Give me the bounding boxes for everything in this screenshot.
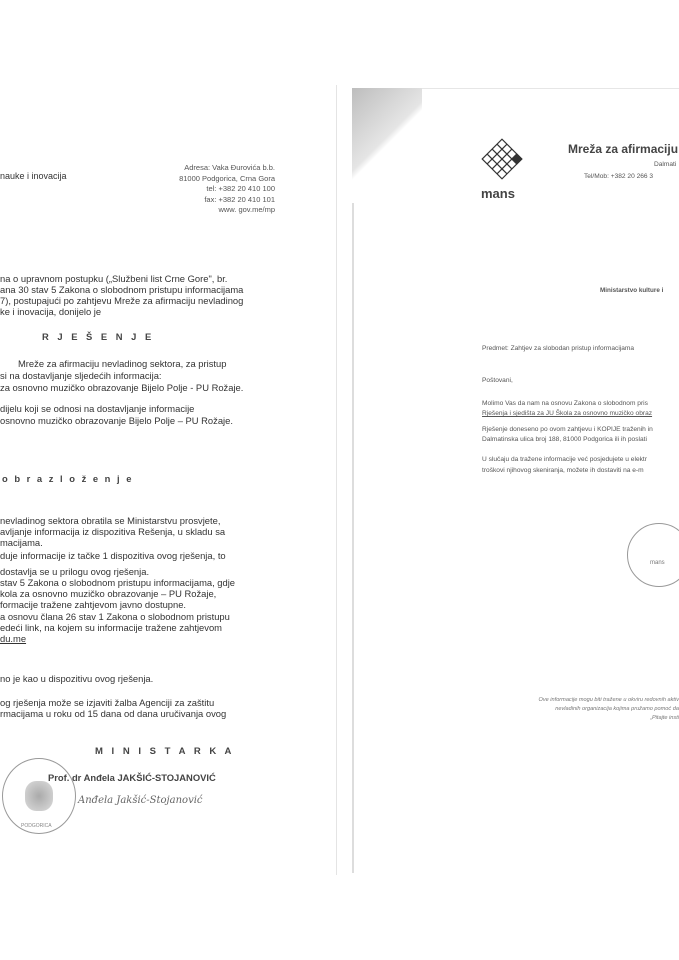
reasoning-line: formacije tražene zahtjevom javno dostupne. (0, 599, 187, 610)
body-line: U slučaju da tražene informacije već posjedujete u elektr (482, 456, 647, 463)
body-line: Dalmatinska ulica broj 188, 81000 Podgorica ili ih poslati (482, 436, 647, 443)
reasoning-line: edeći link, na kojem su informacije tražene zahtjevom (0, 622, 222, 633)
page-fold (352, 88, 422, 203)
ruling-line: osnovno muzičko obrazovanje Bijelo Polje – PU Rožaje. (0, 415, 233, 426)
ruling-line: Mreže za afirmaciju nevladinog sektora, za pristup (18, 358, 227, 369)
reasoning-line: nevladinog sektora obratila se Ministarstvu prosvjete, (0, 515, 221, 526)
mans-seal (627, 523, 679, 587)
address-line: Adresa: Vaka Đurovića b.b. (184, 163, 275, 172)
signatory-title: M I N I S T A R K A (95, 746, 235, 757)
seal-text: PODGORICA (21, 823, 52, 829)
seal-text: mans (650, 560, 665, 566)
ministry-address (179, 163, 275, 216)
reasoning-line: kola za osnovno muzičko obrazovanje – PU Rožaje, (0, 588, 217, 599)
reasoning-line: avljanje informacija iz dispozitiva Rešenja, u skladu sa (0, 526, 226, 537)
appeal-line: rmacijama u roku od 15 dana od dana uručivanja ovog (0, 708, 227, 719)
footer-note (538, 696, 679, 723)
reasoning-line: macijama. (0, 537, 43, 548)
request-letter-page (352, 88, 679, 873)
body-line: Rješenja i sjedišta za JU Škola za osnovno muzičko obraz (482, 410, 653, 417)
body-line: Rješenje doneseno po ovom zahtjevu i KOPIJE traženih in (482, 426, 653, 433)
intro-line: 7), postupajući po zahtjevu Mreže za afirmaciju nevladinog (0, 295, 244, 306)
organization-phone: Tel/Mob: +382 20 266 3 (584, 173, 654, 180)
reasoning-title: o b r a z l o ž e n j e (2, 473, 134, 484)
address-line: tel: +382 20 410 100 (206, 184, 275, 193)
website-link[interactable]: du.me (0, 633, 27, 644)
address-line: fax: +382 20 410 101 (204, 194, 275, 204)
ministry-seal (2, 758, 76, 834)
signature: Anđela Jakšić-Stojanović (78, 795, 203, 806)
body-line: Molimo Vas da nam na osnovu Zakona o slobodnom pris (482, 400, 648, 407)
intro-line: ke i inovacija, donijelo je (0, 306, 102, 317)
mans-logo-icon (480, 137, 524, 181)
reasoning-line: dostavlja se u prilogu ovog rješenja. (0, 566, 150, 577)
mans-logo-text: mans (481, 186, 515, 201)
organization-address: Dalmati (654, 161, 677, 168)
ruling-line: za osnovno muzičko obrazovanje Bijelo Polje - PU Rožaje. (0, 382, 244, 393)
greeting: Poštovani, (482, 377, 513, 384)
ruling-line: dijelu koji se odnosi na dostavljanje informacije (0, 403, 195, 414)
footer-line: „Pitajte insti (650, 715, 679, 721)
conclusion-line: no je kao u dispozitivu ovog rješenja. (0, 673, 154, 684)
reasoning-line: a osnovu člana 26 stav 1 Zakona o slobodnom pristupu (0, 611, 230, 622)
intro-line: ana 30 stav 5 Zakona o slobodnom pristupu informacijama (0, 284, 244, 295)
signatory-name: Prof. dr Anđela JAKŠIĆ-STOJANOVIĆ (48, 772, 216, 783)
footer-line: nevladinih organizacija kojima pružamo pomoć da (555, 706, 679, 712)
reasoning-line: stav 5 Zakona o slobodnom pristupu informacijama, gdje (0, 577, 236, 588)
organization-name: Mreža za afirmaciju (568, 142, 679, 156)
body-line: troškovi njihovog skeniranja, možete ih dostaviti na e-m (482, 467, 644, 474)
appeal-line: og rješenja može se izjaviti žalba Agenciji za zaštitu (0, 697, 215, 708)
address-line: www. gov.me/mp (218, 205, 275, 214)
subject-line: Predmet: Zahtjev za slobodan pristup informacijama (482, 345, 635, 352)
reasoning-line: duje informacije iz tačke 1 dispozitiva ovog rješenja, to (0, 550, 226, 561)
ruling-line: si na dostavljanje sljedećih informacija: (0, 370, 162, 381)
intro-line: na o upravnom postupku („Službeni list Crne Gore", br. (0, 273, 228, 284)
ministry-name-partial: nauke i inovacija (0, 171, 67, 181)
decision-document-page (0, 85, 337, 875)
footer-line: Ove informacije mogu biti tražene u okviru redovnih aktiv (538, 697, 679, 703)
coat-of-arms-icon (25, 781, 53, 811)
recipient: Ministarstvo kulture i (600, 287, 664, 294)
decision-title: R J E Š E N J E (42, 331, 155, 342)
address-line: 81000 Podgorica, Crna Gora (179, 173, 275, 183)
